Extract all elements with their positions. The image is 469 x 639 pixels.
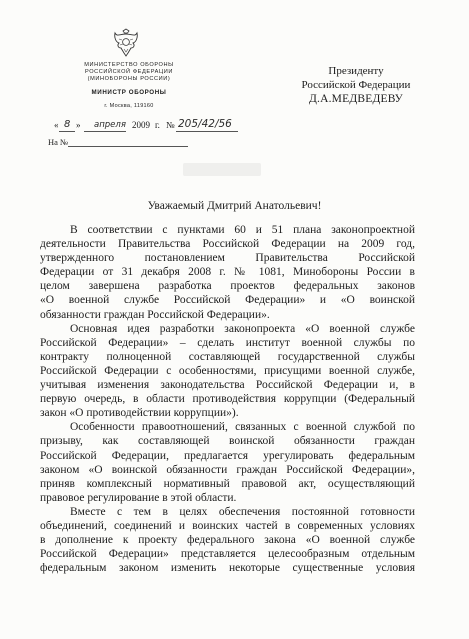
body-line: обязанности граждан Российской Федерации».	[40, 308, 270, 321]
body-line: Российской Федерации, предлагается урегулировать федеральным	[40, 449, 415, 462]
minister-title: МИНИСТР ОБОРОНЫ	[91, 89, 167, 96]
body-line: В соответствии с пунктами 60 и 51 плана законопроектной	[70, 224, 415, 236]
body-line: в дополнение к проекту федерального закона «О военной службе	[40, 534, 415, 547]
date-month: апреля	[94, 120, 126, 130]
body-line: «О военной службе Российской Федерации» и «О воинской	[40, 294, 415, 307]
number-sign: №	[166, 120, 175, 130]
ministry-address: г. Москва, 119160	[104, 103, 154, 109]
reference-line	[48, 137, 198, 149]
body-line: Особенности правоотношений, связанных с военной службой по	[70, 421, 415, 434]
date-year-suffix: г.	[155, 120, 160, 130]
body-line: Федерации от 31 декабря 2008 г. № 1081, Минобороны России в	[40, 266, 415, 279]
date-close-quote: »	[76, 120, 81, 130]
recipient-title-2: Российской Федерации	[301, 79, 411, 91]
body-line: приняв комплексный нормативный правовой акт, осуществляющий	[40, 477, 415, 490]
document-number: 205/42/56	[178, 118, 232, 130]
letter-body	[40, 223, 415, 575]
ministry-name-line-2: РОССИЙСКОЙ ФЕДЕРАЦИИ	[84, 69, 173, 75]
body-line: закон «О противодействии коррупции»).	[40, 407, 239, 420]
body-line: призыву, как составляющей воинской обязанности граждан	[40, 435, 415, 448]
body-line: целом завершена разработка проектов федеральных законов	[40, 280, 415, 293]
ministry-header	[74, 62, 184, 109]
body-line: Вместе с тем в целях обеспечения постоянной готовности	[70, 505, 415, 518]
body-line: федеральным законом изменить некоторые существенные условия	[40, 562, 415, 575]
body-line: законом «О воинской обязанности граждан Российской Федерации»,	[40, 463, 415, 476]
date-day: 8	[64, 119, 71, 130]
body-line: Российской Федерации» представляется целесообразным отдельным	[40, 548, 415, 561]
recipient-title-1: Президенту	[328, 65, 384, 77]
body-line: контракту полноценной составляющей государственной службы	[40, 350, 415, 363]
coat-of-arms-emblem	[112, 28, 140, 58]
body-line: Российской Федерации с особенностями, присущими военной службе,	[40, 364, 415, 377]
ministry-name-line-3: (МИНОБОРОНЫ РОССИИ)	[87, 76, 171, 82]
date-open-quote: «	[54, 120, 59, 130]
ministry-name-line-1: МИНИСТЕРСТВО ОБОРОНЫ	[84, 62, 174, 68]
date-year: 2009	[132, 120, 150, 130]
reference-label: На №	[48, 137, 69, 147]
letter-dateline	[54, 120, 264, 134]
scan-smudge	[183, 163, 261, 176]
greeting: Уважаемый Дмитрий Анатольевич!	[147, 200, 322, 212]
body-line: учитывая изменения законодательства Российской Федерации и, в	[40, 379, 415, 392]
body-line: деятельности Правительства Российской Федерации на 2009 год,	[40, 238, 415, 251]
body-line: Российской Федерации» – сделать институт военной службы по	[40, 336, 415, 349]
body-line: первую очередь, в области противодействия коррупции (Федеральный	[40, 393, 415, 406]
recipient-name: Д.А.МЕДВЕДЕВУ	[308, 93, 404, 105]
body-line: Основная идея разработки законопроекта «О военной службе	[70, 322, 415, 335]
body-line: утвержденного постановлением Правительства Российской	[40, 252, 415, 265]
recipient-block	[286, 64, 426, 106]
body-line: правовое регулирование в этой области.	[40, 491, 237, 504]
body-line: объединений, соединений и воинских частей в современных условиях	[40, 519, 415, 532]
